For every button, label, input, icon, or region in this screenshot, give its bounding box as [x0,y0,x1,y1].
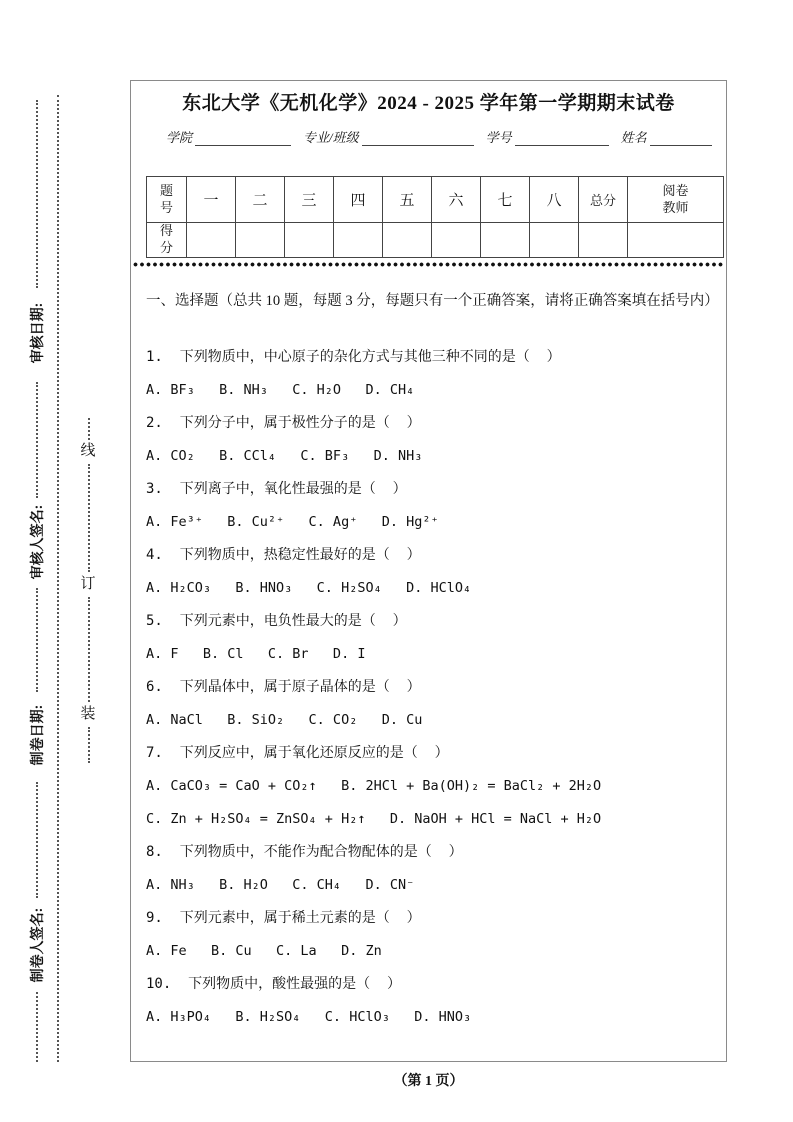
column-header: 八 [530,177,579,223]
question-8-text: 8. 下列物质中，不能作为配合物配体的是（ ） [146,844,463,860]
question-7-options-cd: C. Zn + H₂SO₄ = ZnSO₄ + H₂↑ D. NaOH + HCl = NaCl + H₂O [146,811,602,827]
binding-dotted-line [88,464,90,572]
margin-label-maker-signature: 制卷人签名: [31,907,46,983]
corner-label: 题号 [159,182,173,215]
binding-dotted-line [88,727,90,763]
page-number: （第 1 页） [393,1074,464,1089]
question-4-options: A. H₂CO₃ B. HNO₃ C. H₂SO₄ D. HClO₄ [146,580,472,596]
column-header: 七 [481,177,530,223]
margin-label-maker-date: 制卷日期: [31,704,46,766]
question-6-text: 6. 下列晶体中，属于原子晶体的是（ ） [146,679,421,695]
dotted-line [36,782,38,898]
question-1-text: 1. 下列物质中，中心原子的杂化方式与其他三种不同的是（ ） [146,349,561,365]
dotted-line [36,100,38,288]
dotted-line [36,588,38,692]
column-header: 六 [432,177,481,223]
student-info-row [166,124,712,146]
dotted-separator [133,262,723,267]
score-cell-empty [187,223,236,258]
question-2-options: A. CO₂ B. CCl₄ C. BF₃ D. NH₃ [146,448,423,464]
dotted-line [36,992,38,1062]
grader-header-cell [628,177,724,223]
margin-label-review-date: 审核日期: [31,302,46,364]
college-blank [195,128,291,146]
margin-label-reviewer-signature: 审核人签名: [31,504,46,580]
column-header: 三 [285,177,334,223]
question-3-text: 3. 下列离子中，氧化性最强的是（ ） [146,481,407,497]
score-table-header-row [147,177,724,223]
score-cell-empty [481,223,530,258]
column-header: 五 [383,177,432,223]
score-cell-empty [579,223,628,258]
question-5-text: 5. 下列元素中，电负性最大的是（ ） [146,613,407,629]
score-table-corner-cell [147,177,187,223]
score-cell-empty [432,223,481,258]
score-cell-empty [334,223,383,258]
question-7-text: 7. 下列反应中，属于氧化还原反应的是（ ） [146,745,449,761]
question-8-options: A. NH₃ B. H₂O C. CH₄ D. CN⁻ [146,877,415,893]
score-cell-empty [383,223,432,258]
question-6-options: A. NaCl B. SiO₂ C. CO₂ D. Cu [146,712,423,728]
binding-dotted-line [88,418,90,440]
binding-char-bind: 装 [80,706,96,722]
question-5-options: A. F B. Cl C. Br D. I [146,646,366,662]
score-table [146,176,724,258]
page-title: 东北大学《无机化学》2024 - 2025 学年第一学期期末试卷 [182,93,675,114]
binding-dotted-line [88,597,90,702]
total-score-header: 总分 [579,177,628,223]
binding-char-line: 线 [80,443,96,459]
score-table-score-row [147,223,724,258]
score-cell-empty [628,223,724,258]
score-label: 得分 [159,223,173,255]
question-9-options: A. Fe B. Cu C. La D. Zn [146,943,382,959]
question-2-text: 2. 下列分子中，属于极性分子的是（ ） [146,415,421,431]
name-blank [650,128,712,146]
student-id-label: 学号 [485,130,512,145]
question-3-options: A. Fe³⁺ B. Cu²⁺ C. Ag⁺ D. Hg²⁺ [146,514,439,530]
score-cell-empty [236,223,285,258]
student-id-blank [515,128,609,146]
grader-label: 阅卷教师 [662,182,689,215]
question-7-options-ab: A. CaCO₃ = CaO + CO₂↑ B. 2HCl + Ba(OH)₂ = BaCl₂ + 2H₂O [146,778,602,794]
question-10-text: 10. 下列物质中，酸性最强的是（ ） [146,976,402,992]
column-header: 二 [236,177,285,223]
question-1-options: A. BF₃ B. NH₃ C. H₂O D. CH₄ [146,382,415,398]
score-row-label-cell [147,223,187,258]
column-header: 一 [187,177,236,223]
binding-char-staple: 订 [80,576,96,592]
question-4-text: 4. 下列物质中，热稳定性最好的是（ ） [146,547,421,563]
section-heading: 一、选择题（总共 10 题，每题 3 分，每题只有一个正确答案，请将正确答案填在括号内） [146,293,719,309]
column-header: 四 [334,177,383,223]
question-10-options: A. H₃PO₄ B. H₂SO₄ C. HClO₃ D. HNO₃ [146,1009,472,1025]
dotted-line [36,382,38,498]
question-list [146,341,728,1034]
dotted-line [57,95,59,1062]
name-label: 姓名 [620,130,647,145]
college-label: 学院 [166,130,193,145]
score-cell-empty [530,223,579,258]
major-class-blank [362,128,474,146]
question-9-text: 9. 下列元素中，属于稀土元素的是（ ） [146,910,421,926]
major-class-label: 专业/班级 [303,130,359,145]
score-cell-empty [285,223,334,258]
